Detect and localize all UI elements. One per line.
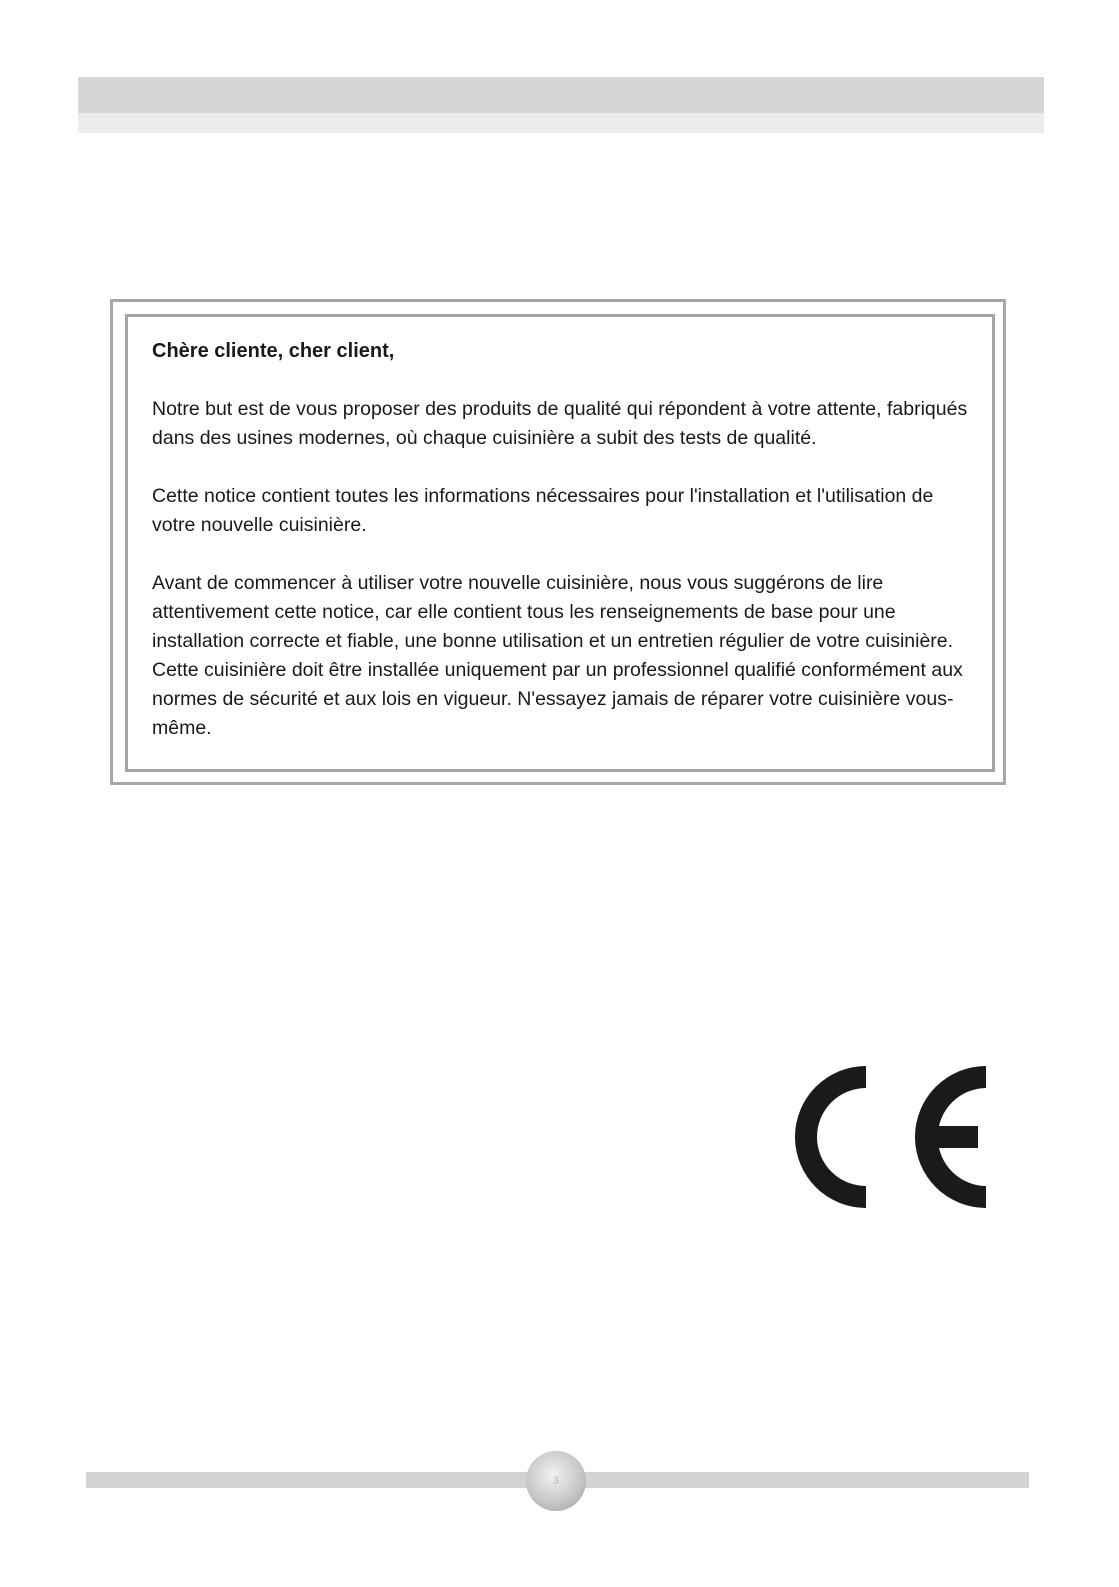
ce-mark-c — [795, 1066, 866, 1208]
page-number-badge — [526, 1451, 586, 1511]
notice-box — [125, 314, 995, 772]
ce-mark-e — [915, 1066, 986, 1208]
page-number: 3 — [552, 1475, 560, 1487]
notice-paragraph-quality: Notre but est de vous proposer des produits de qualité qui répondent à votre attente, fabriqués dans des usines modernes, où chaque cuisinière a subit des tests de qualité. — [152, 398, 968, 449]
ce-mark-icon — [788, 1066, 988, 1208]
notice-paragraph-contents: Cette notice contient toutes les informations nécessaires pour l'installation et l'utilisation de votre nouvelle cuisinière. — [152, 485, 934, 536]
notice-paragraph-instructions: Avant de commencer à utiliser votre nouvelle cuisinière, nous vous suggérons de lire attentivement cette notice, car elle contient tous les renseignements de base pour une installation correcte et fiable, une bonne utilisation et un entretien régulier de votre cuisinière. Cette cuisinière doit être installée uniquement par un professionnel qualifié conformément aux normes de sécurité et aux lois en vigueur. N'essayez jamais de réparer votre cuisinière vous-même. — [152, 572, 963, 739]
header-band — [78, 77, 1044, 113]
header-band-lower — [78, 113, 1044, 133]
notice-greeting: Chère cliente, cher client, — [152, 340, 395, 362]
